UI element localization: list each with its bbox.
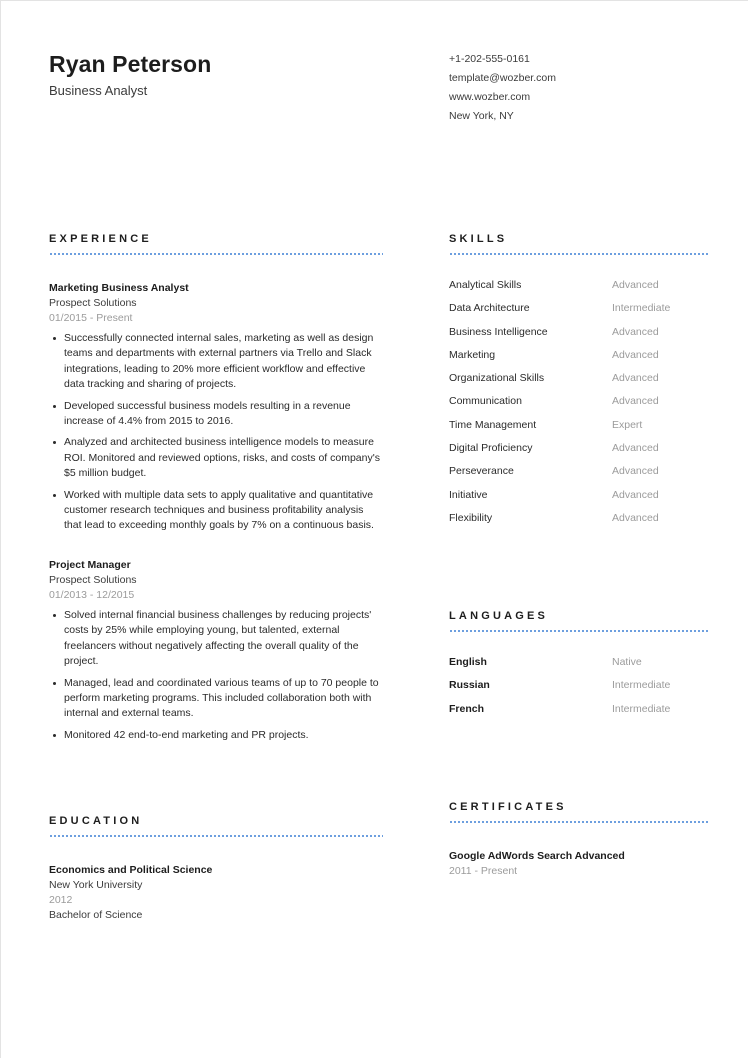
skill-name: Perseverance <box>449 465 514 478</box>
language-name: English <box>449 656 487 668</box>
skill-level: Intermediate <box>612 302 671 315</box>
contact-website: www.wozber.com <box>449 91 531 103</box>
skill-row <box>449 367 709 390</box>
experience-bullet: Successfully connected internal sales, marketing as well as design teams and departments with external partners via Trello and Slack integrations, leading to 20% more efficient workflow and effective data tracking and sharing of projects. <box>49 331 383 393</box>
section-divider-education <box>49 835 383 837</box>
skill-name: Time Management <box>449 418 537 431</box>
skill-name: Business Intelligence <box>449 325 548 338</box>
skill-level: Advanced <box>612 279 659 291</box>
education-program: Economics and Political Science <box>49 864 213 876</box>
language-level: Native <box>612 656 642 668</box>
skill-name: Communication <box>449 395 522 408</box>
skill-row <box>449 344 709 367</box>
experience-bullet: Solved internal financial business challenges by reducing projects' costs by 25% while employing young, but talented, external freelancers without negatively affecting the overall quality of the project. <box>49 608 383 670</box>
language-name: Russian <box>449 679 490 692</box>
skill-name: Flexibility <box>449 511 493 524</box>
education-school: New York University <box>49 879 143 891</box>
skill-row <box>449 297 709 320</box>
experience-role: Marketing Business Analyst <box>49 282 189 294</box>
section-title-skills: SKILLS <box>449 233 508 245</box>
experience-company: Prospect Solutions <box>49 573 137 586</box>
experience-bullet-list <box>49 331 383 534</box>
section-title-languages: LANGUAGES <box>449 610 549 622</box>
experience-company: Prospect Solutions <box>49 297 137 309</box>
contact-location: New York, NY <box>449 110 514 122</box>
skill-row <box>449 437 709 460</box>
contact-phone: +1-202-555-0161 <box>449 53 530 65</box>
skill-level: Advanced <box>612 442 659 455</box>
experience-role: Project Manager <box>49 558 131 571</box>
experience-bullet: Developed successful business models resulting in a revenue increase of 4.4% from 2015 to 2016. <box>49 399 383 430</box>
experience-bullet: Monitored 42 end-to-end marketing and PR projects. <box>49 728 383 743</box>
skill-row <box>449 484 709 507</box>
certificate-dates: 2011 - Present <box>449 865 518 877</box>
experience-entry <box>49 281 383 534</box>
section-education <box>49 815 383 923</box>
contact-info <box>449 50 709 126</box>
candidate-name: Ryan Peterson <box>49 51 212 77</box>
skill-level: Advanced <box>612 511 659 524</box>
skill-name: Data Architecture <box>449 302 530 315</box>
experience-bullet: Managed, lead and coordinated various teams of up to 70 people to perform marketing programs. This included collaboration both with internal and external teams. <box>49 676 383 722</box>
section-certificates <box>449 801 709 879</box>
skill-name: Marketing <box>449 348 496 361</box>
skill-row <box>449 414 709 437</box>
education-entry <box>49 863 383 923</box>
skill-name: Digital Proficiency <box>449 442 533 455</box>
section-divider-experience <box>49 253 383 255</box>
skill-row <box>449 321 709 344</box>
language-level: Intermediate <box>612 702 671 715</box>
skill-level: Advanced <box>612 488 659 501</box>
language-level: Intermediate <box>612 679 671 692</box>
language-row <box>449 698 709 721</box>
section-title-certificates: CERTIFICATES <box>449 801 567 813</box>
section-skills <box>449 233 709 530</box>
skill-row <box>449 460 709 483</box>
skill-level: Advanced <box>612 465 659 478</box>
contact-email: template@wozber.com <box>449 72 556 84</box>
skill-level: Advanced <box>612 372 659 385</box>
skills-list <box>449 274 709 530</box>
certificate-entry <box>449 849 709 879</box>
skill-row <box>449 507 709 530</box>
language-name: French <box>449 702 485 715</box>
section-title-education: EDUCATION <box>49 815 143 827</box>
skill-level: Advanced <box>612 325 659 338</box>
section-divider-skills <box>449 253 709 255</box>
skill-name: Organizational Skills <box>449 372 545 385</box>
section-divider-certificates <box>449 821 709 823</box>
section-divider-languages <box>449 630 709 632</box>
resume-header <box>1 1 748 201</box>
skill-level: Advanced <box>612 348 659 361</box>
skill-row <box>449 274 709 297</box>
section-languages <box>449 610 709 721</box>
experience-entry <box>49 558 383 743</box>
section-title-experience: EXPERIENCE <box>49 233 152 245</box>
skill-name: Initiative <box>449 488 488 501</box>
experience-bullet: Worked with multiple data sets to apply qualitative and quantitative customer research techniques and business profitability analysis that lead to exceeding monthly goals by 7% on a continuous basis. <box>49 488 383 534</box>
language-row <box>449 674 709 697</box>
candidate-job-title: Business Analyst <box>49 83 148 98</box>
experience-bullet: Analyzed and architected business intelligence models to measure ROI. Monitored and reviewed options, risks, and costs of company's $5 million budget. <box>49 435 383 481</box>
languages-list <box>449 651 709 721</box>
skill-level: Expert <box>612 418 643 431</box>
experience-bullet-list <box>49 608 383 743</box>
skill-level: Advanced <box>612 395 659 408</box>
education-degree: Bachelor of Science <box>49 909 143 921</box>
experience-dates: 01/2015 - Present <box>49 312 133 324</box>
skill-name: Analytical Skills <box>449 279 522 291</box>
skill-row <box>449 390 709 413</box>
experience-dates: 01/2013 - 12/2015 <box>49 588 135 601</box>
section-experience <box>49 233 383 743</box>
education-year: 2012 <box>49 894 73 906</box>
certificate-name: Google AdWords Search Advanced <box>449 850 625 862</box>
language-row <box>449 651 709 674</box>
